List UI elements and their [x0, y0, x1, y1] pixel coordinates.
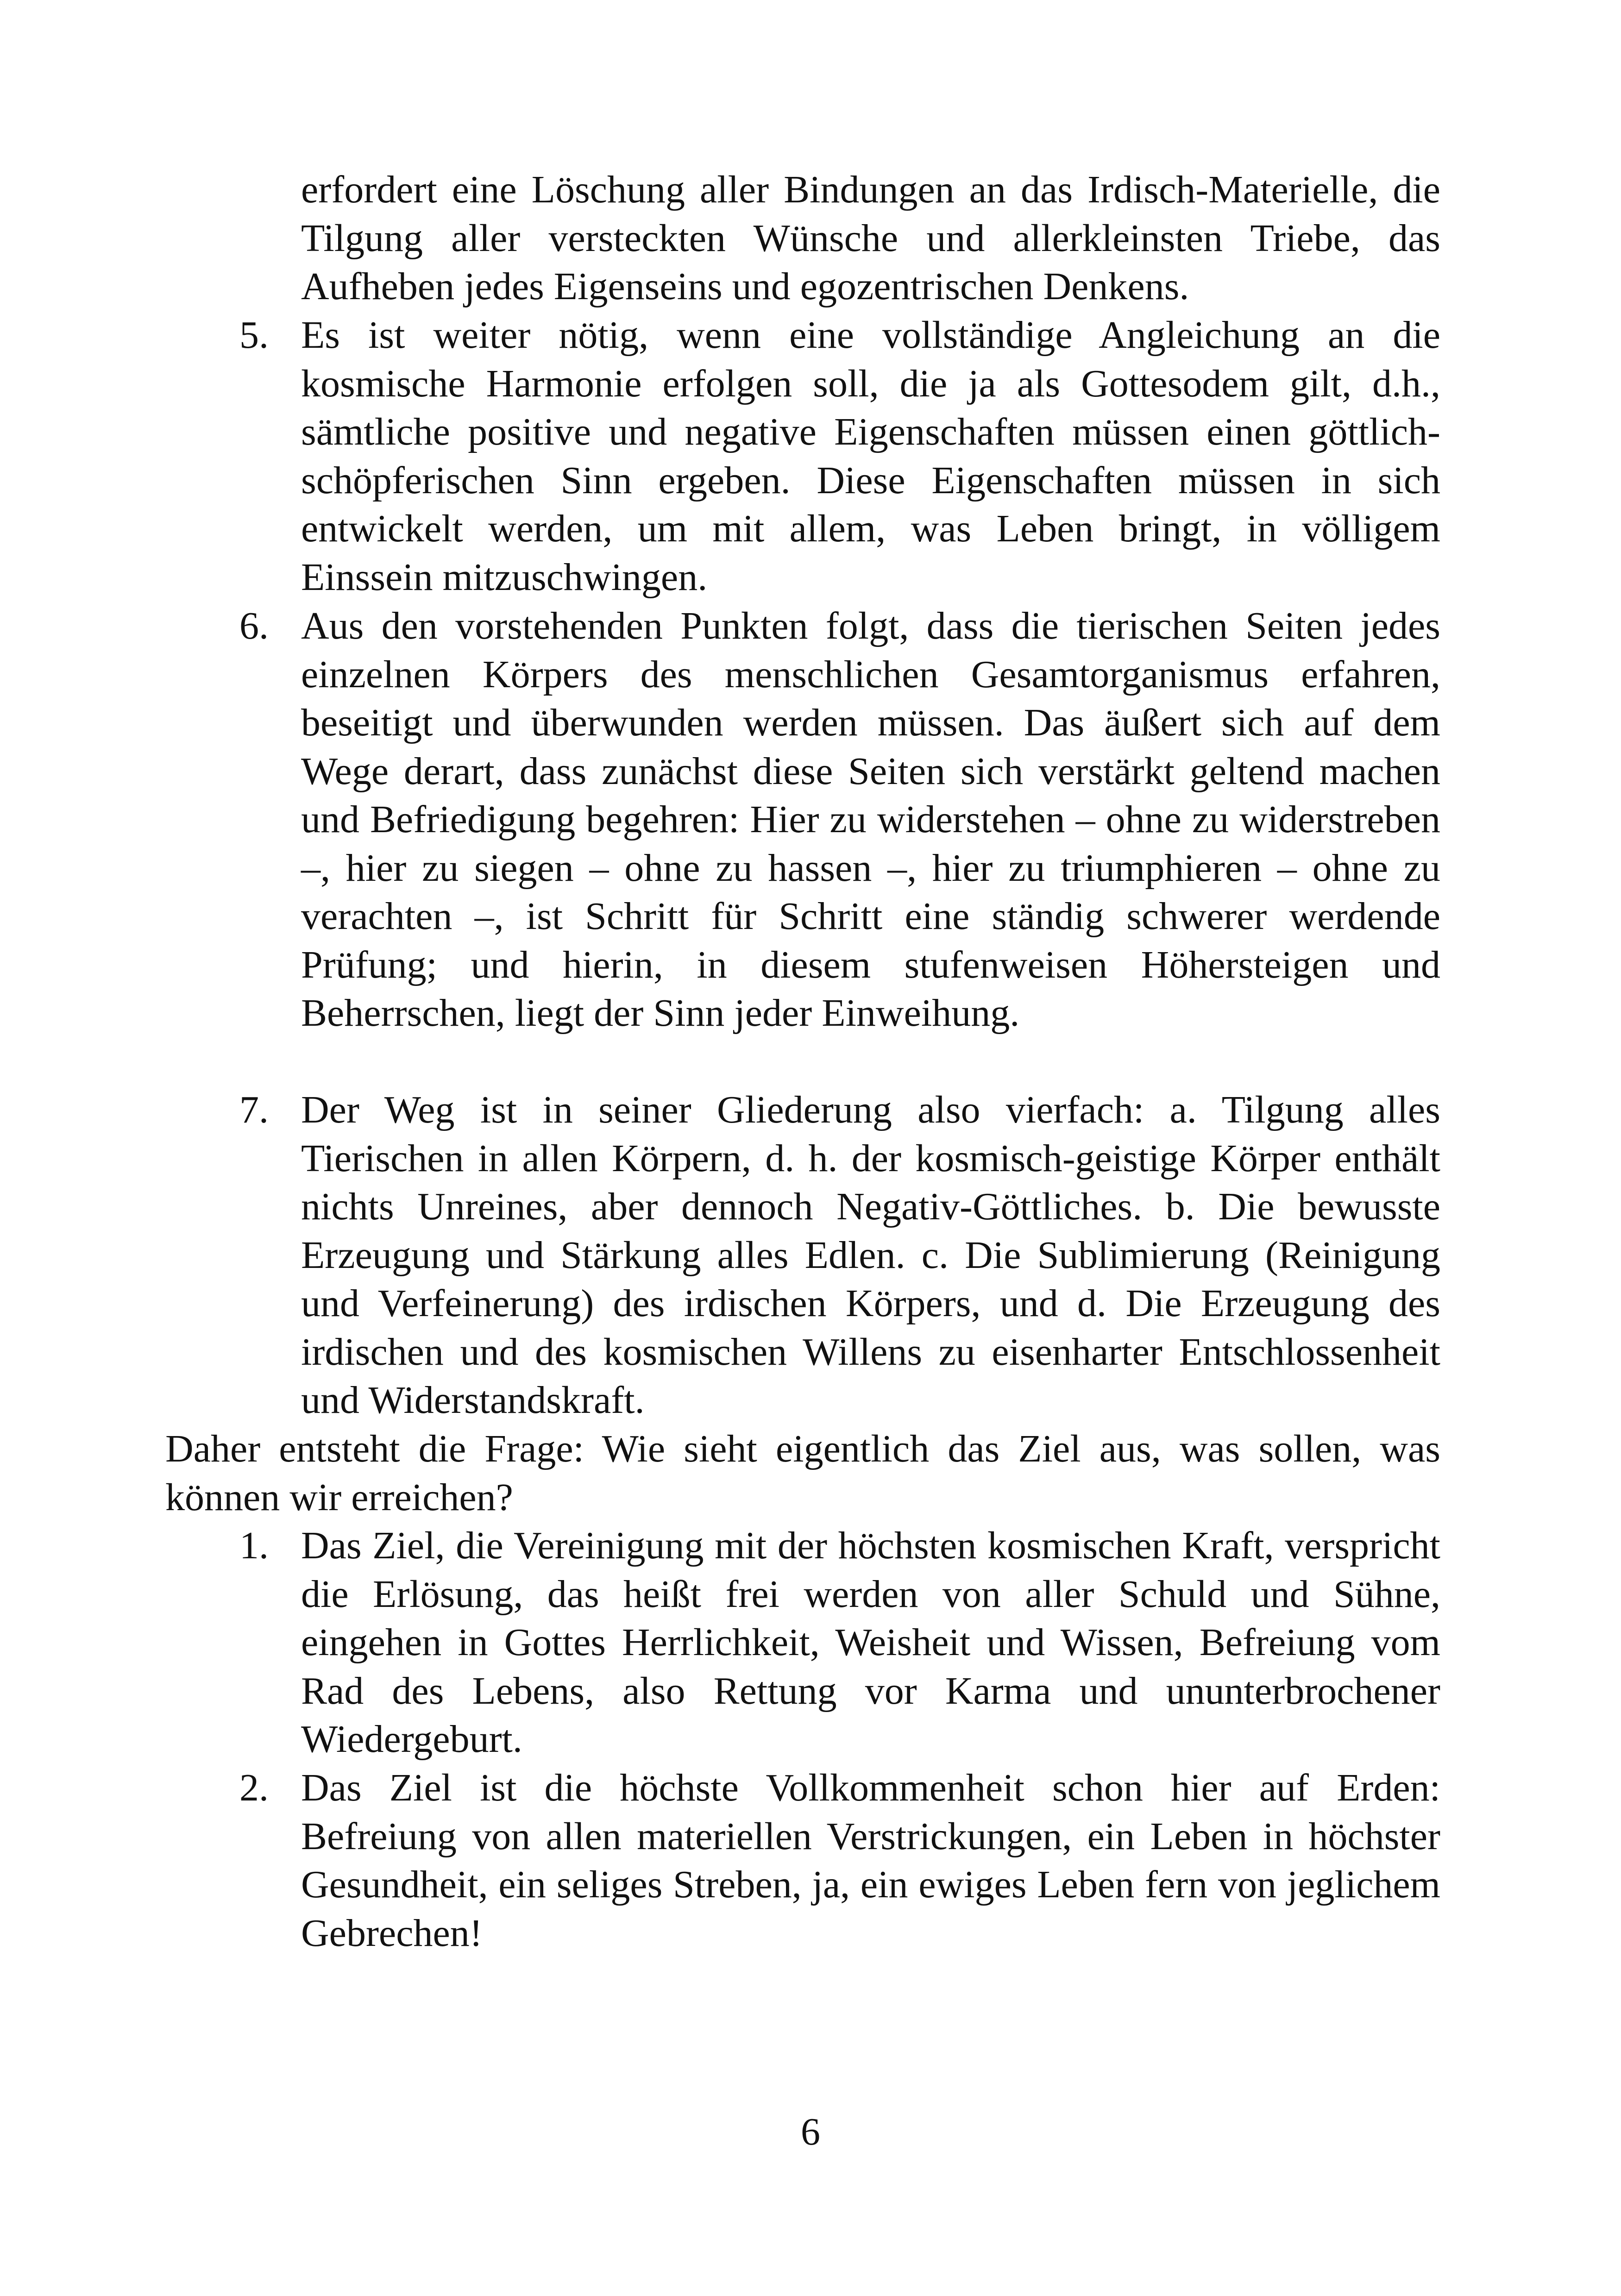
list-item-text: Das Ziel, die Vereinigung mit der höchsten kosmischen Kraft, verspricht die Erlösung, das heißt frei werden von aller Schuld und Sühne, eingehen in Gottes Herrlichkeit, Weisheit und Wissen, Befreiung vom Rad des Lebens, also Rettung vor Karma und ununterbrochener Wiedergeburt.: [301, 1524, 1440, 1761]
list-item-text: Es ist weiter nötig, wenn eine vollständige Angleichung an die kosmische Harmonie erfolgen soll, die ja als Gottesodem gilt, d.h., sämtliche positive und negative Eigenschaften müssen einen göttlich-schöpferischen Sinn ergeben. Diese Eigenschaften müssen in sich entwickelt werden, um mit allem, was Leben bringt, in völligem Einssein mitzuschwingen.: [301, 314, 1440, 599]
page-number: 6: [801, 2110, 820, 2153]
list-item-number: 1.: [239, 1524, 269, 1567]
list-item-text: Das Ziel ist die höchste Vollkommenheit schon hier auf Erden: Befreiung von allen materiellen Verstrickungen, ein Leben in höchster Gesundheit, ein seliges Streben, ja, ein ewiges Leben fern von jeglichem Gebrechen!: [301, 1766, 1440, 1955]
list-item-text: Der Weg ist in seiner Gliederung also vierfach: a. Tilgung alles Tierischen in allen Körpern, d. h. der kosmisch-geistige Körper enthält nichts Unreines, aber dennoch Negativ-Göttliches. b. Die bewusste Erzeugung und Stärkung alles Edlen. c. Die Sublimierung (Reinigung und Verfeinerung) des irdischen Körpers, und d. Die Erzeugung des irdischen und des kosmischen Willens zu eisenharter Entschlossenheit und Widerstandskraft.: [301, 1088, 1440, 1422]
continuation-paragraph: erfordert eine Löschung aller Bindungen an das Irdisch-Materielle, die Tilgung aller versteckten Wünsche und allerkleinsten Triebe, das Aufheben jedes Eigenseins und egozentrischen Denkens.: [301, 168, 1440, 308]
question-paragraph: Daher entsteht die Frage: Wie sieht eigentlich das Ziel aus, was sollen, was können wir erreichen?: [165, 1427, 1440, 1519]
list-item-number: 7.: [239, 1088, 269, 1131]
list-item-number: 6.: [239, 604, 269, 647]
list-item-text: Aus den vorstehenden Punkten folgt, dass die tierischen Seiten jedes einzelnen Körpers des menschlichen Gesamtorganismus erfahren, beseitigt und überwunden werden müssen. Das äußert sich auf dem Wege derart, dass zunächst diese Seiten sich verstärkt geltend machen und Befriedigung begehren: Hier zu widerstehen – ohne zu widerstreben –, hier zu siegen – ohne zu hassen –, hier zu triumphieren – ohne zu verachten –, ist Schritt für Schritt eine ständig schwerer werdende Prüfung; und hierin, in diesem stufenweisen Höhersteigen und Beherrschen, liegt der Sinn jeder Einweihung.: [301, 604, 1440, 1035]
list-item-number: 2.: [239, 1766, 269, 1809]
list-item-number: 5.: [239, 314, 269, 357]
